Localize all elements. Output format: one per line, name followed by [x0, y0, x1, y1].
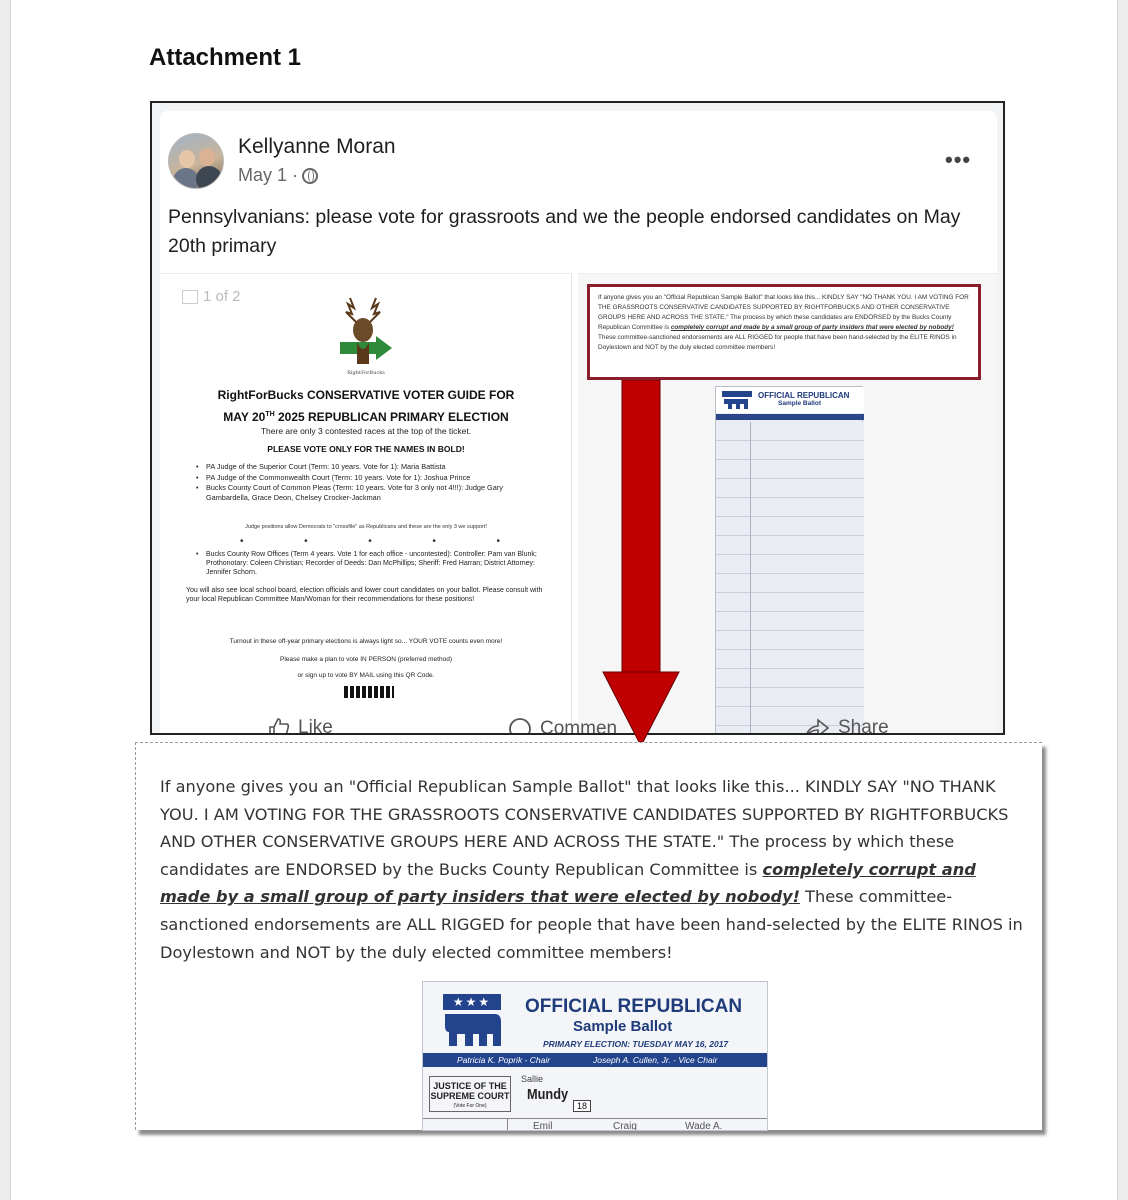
ballot-chair: Patricia K. Poprik - Chair: [457, 1055, 551, 1065]
guide-title-line2: MAY 20TH 2025 REPUBLICAN PRIMARY ELECTION: [223, 410, 509, 424]
comment-label: Commen: [540, 718, 618, 735]
more-options-icon[interactable]: •••: [945, 147, 972, 172]
voter-guide-image[interactable]: [160, 273, 572, 735]
post-actions: [160, 717, 997, 735]
guide-race-list: [196, 462, 546, 503]
ballot-next-row: Emil Craig Wade A.: [423, 1118, 768, 1131]
gallery-icon: [182, 290, 198, 304]
ballot-subtitle: Sample Ballot: [573, 1018, 673, 1035]
facebook-post-screenshot: [150, 101, 1005, 735]
share-button[interactable]: [804, 717, 889, 735]
separator-dots: • • • • •: [240, 536, 500, 547]
image-counter-label: 1 of 2: [203, 288, 241, 305]
document-page: [10, 0, 1118, 1200]
turnout-line: Turnout in these off-year primary elections is always light so... YOUR VOTE counts even more!: [229, 638, 503, 645]
post-meta: [238, 165, 318, 186]
like-button[interactable]: [268, 717, 333, 735]
globe-icon: [302, 168, 318, 184]
elephant-icon: [443, 1012, 501, 1048]
list-item: • PA Judge of the Superior Court (Term: 10 years. Vote for 1): Maria Battista: [196, 462, 546, 472]
ballot-officers-bar: [423, 1053, 768, 1067]
ballot-number: 18: [573, 1100, 591, 1112]
guide-title: [160, 385, 572, 427]
candidate-last-name: Mundy: [527, 1086, 569, 1103]
elephant-icon: [722, 391, 752, 411]
stars-icon: ★★★: [443, 994, 501, 1010]
red-arrow-icon: [601, 380, 681, 750]
attachment-title: Attachment 1: [149, 44, 302, 71]
image-counter: [182, 288, 241, 305]
row-offices-list: [196, 550, 546, 577]
list-item: • Bucks County Court of Common Pleas (Term: 10 years. Vote for 3 only not 4!!!): Judge Gary Gambardella, Grace Deon, Chelsey Crocker-Jackman: [196, 483, 546, 502]
mini-ballot: [715, 386, 863, 735]
sample-ballot-zoom: [422, 981, 768, 1131]
guide-instruction: PLEASE VOTE ONLY FOR THE NAMES IN BOLD!: [267, 444, 465, 454]
zoomed-excerpt: [135, 742, 1042, 1130]
local-note: You will also see local school board, election officials and lower court candidates on your ballot. Please consult with your local Republican Committee Man/Woman for their recommendations for these positions!: [186, 587, 543, 603]
logo-caption: RightForBucks: [347, 370, 385, 376]
ballot-vice-chair: Joseph A. Cullen, Jr. - Vice Chair: [593, 1055, 718, 1065]
plan-line: Please make a plan to vote IN PERSON (preferred method): [280, 656, 452, 663]
post-date[interactable]: May 1 ·: [238, 165, 299, 185]
qr-code: [344, 686, 394, 698]
callout-box: If anyone gives you an "Official Republican Sample Ballot" that looks like this... KINDLY SAY "NO THANK YOU. I AM VOTING FOR THE GRASSROOTS CONSERVATIVE CANDIDATES SUPPORTED BY RIGHTFORBUCKS AND OTHER CONSERVATIVE GROUPS HERE AND ACROSS THE STATE." The process by which these candidates are ENDORSED by the Bucks County Republican Committee is completely corrupt and made by a small group of party insiders that were elected by nobody! These committee-sanctioned endorsements are ALL RIGGED for people that have been hand-selected by the ELITE RINOS in Doylestown and NOT by the duly elected committee members!: [587, 284, 981, 380]
post-card: [160, 111, 997, 735]
guide-subtitle: There are only 3 contested races at the top of the ticket.: [260, 426, 472, 436]
mail-line: or sign up to vote BY MAIL using this QR Code.: [297, 672, 435, 679]
ballot-title: OFFICIAL REPUBLICAN: [525, 996, 743, 1017]
guide-title-line1: RightForBucks CONSERVATIVE VOTER GUIDE FOR: [217, 388, 515, 402]
thumbs-up-icon: [268, 717, 290, 735]
post-author[interactable]: Kellyanne Moran: [238, 135, 396, 158]
like-label: Like: [298, 717, 333, 735]
mini-ballot-title: OFFICIAL REPUBLICAN: [758, 391, 850, 400]
avatar[interactable]: [168, 133, 224, 189]
ballot-office: JUSTICE OF THE SUPREME COURT (Vote For One): [429, 1076, 511, 1112]
candidate-first-name: Sallie: [521, 1074, 544, 1084]
mini-ballot-subtitle: Sample Ballot: [778, 400, 821, 407]
share-label: Share: [838, 717, 889, 735]
post-text: Pennsylvanians: please vote for grassroots and we the people endorsed candidates on May 20th primary: [168, 206, 961, 257]
judge-note: Judge positions allow Democrats to "crossfile" as Republicans and these are the only 3 we support!: [245, 524, 487, 530]
comment-icon: [508, 717, 532, 735]
deer-logo-icon: [332, 294, 394, 374]
list-item: • PA Judge of the Commonwealth Court (Term: 10 years. Vote for 1): Joshua Prince: [196, 473, 546, 483]
share-icon: [804, 717, 830, 735]
ballot-election-date: PRIMARY ELECTION: TUESDAY MAY 16, 2017: [543, 1039, 729, 1049]
list-item: • Bucks County Row Offices (Term 4 years. Vote 1 for each office - uncontested): Controller: Pam van Blunk; Prothonotary: Coleen Christian; Recorder of Deeds: Dan McPhillips; Sheriff: Fred Harran; District Attorney: Jennifer Schorn.: [196, 550, 546, 577]
zoomed-callout-text: If anyone gives you an "Official Republican Sample Ballot" that looks like this... KINDLY SAY "NO THANK YOU. I AM VOTING FOR THE GRASSROOTS CONSERVATIVE CANDIDATES SUPPORTED BY RIGHTFORBUCKS AND OTHER CONSERVATIVE GROUPS HERE AND ACROSS THE STATE." The process by which these candidates are ENDORSED by the Bucks County Republican Committee is completely corrupt and made by a small group of party insiders that were elected by nobody! These committee-sanctioned endorsements are ALL RIGGED for people that have been hand-selected by the ELITE RINOS in Doylestown and NOT by the duly elected committee members!: [160, 777, 1023, 962]
